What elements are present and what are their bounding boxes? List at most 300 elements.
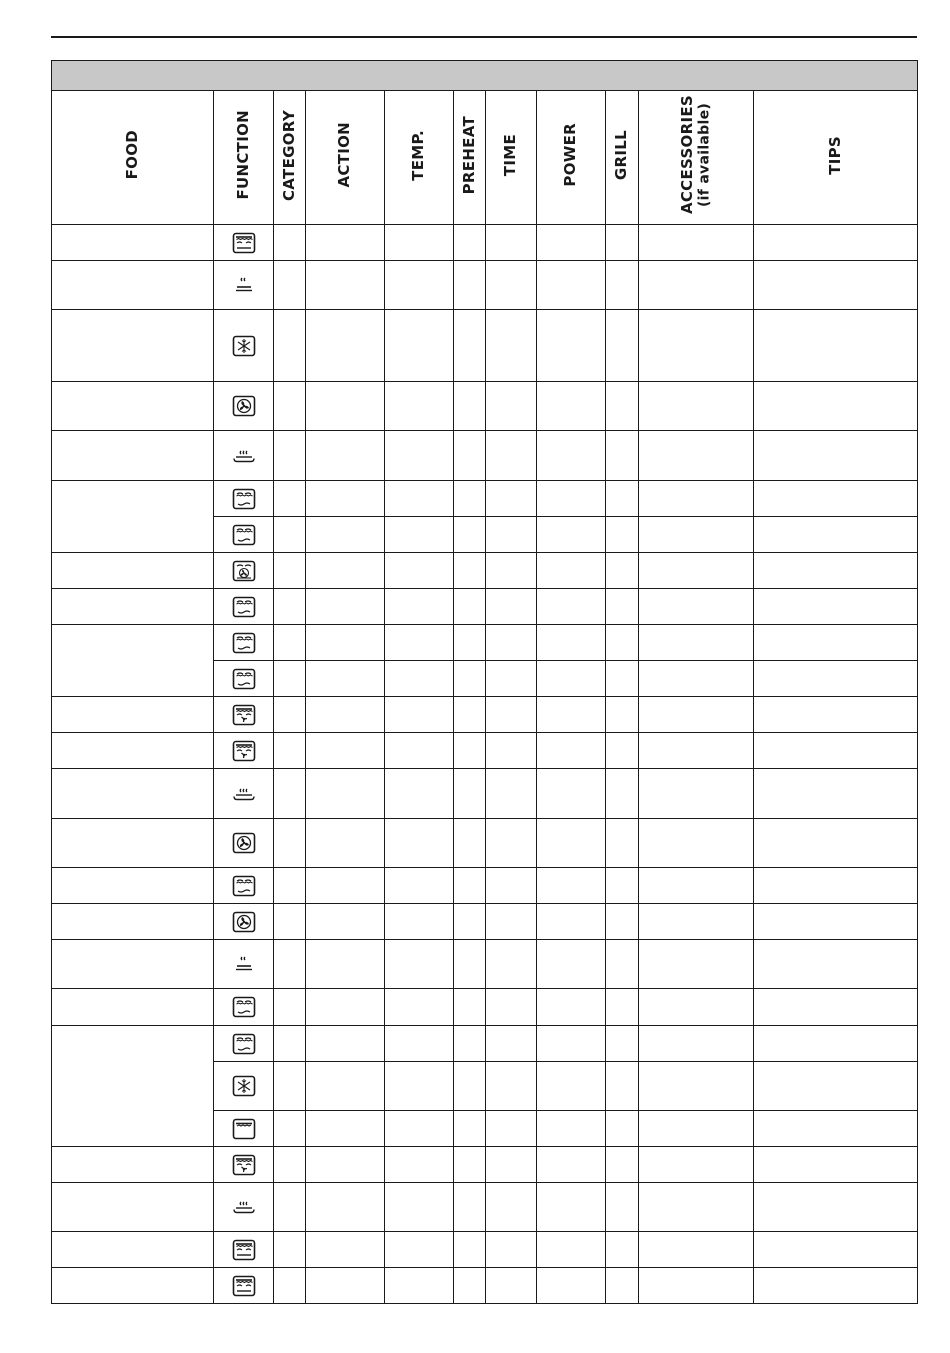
time-cell bbox=[486, 589, 537, 625]
header-time: TIME bbox=[486, 91, 537, 225]
power-cell bbox=[537, 625, 606, 661]
function-cell bbox=[214, 819, 274, 868]
conventional-heat-icon bbox=[231, 632, 257, 654]
temp-cell bbox=[385, 733, 454, 769]
table-row bbox=[52, 868, 918, 904]
action-cell bbox=[306, 481, 385, 517]
power-cell bbox=[537, 1268, 606, 1304]
action-cell bbox=[306, 1232, 385, 1268]
function-cell bbox=[214, 1183, 274, 1232]
accessories-cell bbox=[639, 769, 754, 819]
preheat-cell bbox=[454, 310, 486, 382]
tips-cell bbox=[754, 697, 918, 733]
tips-cell bbox=[754, 819, 918, 868]
category-cell bbox=[274, 1183, 306, 1232]
tips-cell bbox=[754, 661, 918, 697]
food-cell bbox=[52, 940, 214, 989]
grill-cell bbox=[606, 589, 639, 625]
accessories-cell bbox=[639, 940, 754, 989]
accessories-cell bbox=[639, 989, 754, 1026]
action-cell bbox=[306, 431, 385, 481]
power-cell bbox=[537, 1062, 606, 1111]
preheat-cell bbox=[454, 261, 486, 310]
time-cell bbox=[486, 769, 537, 819]
temp-cell bbox=[385, 310, 454, 382]
time-cell bbox=[486, 553, 537, 589]
food-cell bbox=[52, 431, 214, 481]
defrost-snowflake-icon bbox=[231, 335, 257, 357]
temp-cell bbox=[385, 1111, 454, 1147]
action-cell bbox=[306, 261, 385, 310]
category-cell bbox=[274, 1111, 306, 1147]
conventional-heat-icon bbox=[231, 524, 257, 546]
power-cell bbox=[537, 517, 606, 553]
accessories-cell bbox=[639, 1026, 754, 1062]
header-power: POWER bbox=[537, 91, 606, 225]
preheat-cell bbox=[454, 1232, 486, 1268]
table-row bbox=[52, 1026, 918, 1062]
time-cell bbox=[486, 868, 537, 904]
time-cell bbox=[486, 1147, 537, 1183]
food-cell bbox=[52, 1268, 214, 1304]
preheat-cell bbox=[454, 989, 486, 1026]
tips-cell bbox=[754, 553, 918, 589]
preheat-cell bbox=[454, 1183, 486, 1232]
temp-cell bbox=[385, 382, 454, 431]
power-cell bbox=[537, 733, 606, 769]
table-row bbox=[52, 481, 918, 517]
accessories-cell bbox=[639, 261, 754, 310]
preheat-cell bbox=[454, 769, 486, 819]
tips-cell bbox=[754, 1183, 918, 1232]
header-rule bbox=[51, 36, 917, 38]
accessories-cell bbox=[639, 819, 754, 868]
preheat-cell bbox=[454, 481, 486, 517]
preheat-cell bbox=[454, 225, 486, 261]
action-cell bbox=[306, 553, 385, 589]
temp-cell bbox=[385, 481, 454, 517]
category-cell bbox=[274, 225, 306, 261]
column-header-row bbox=[52, 91, 918, 225]
tips-cell bbox=[754, 940, 918, 989]
category-cell bbox=[274, 310, 306, 382]
grill-convection-icon bbox=[231, 1239, 257, 1261]
category-cell bbox=[274, 1232, 306, 1268]
cooking-table-container bbox=[51, 60, 917, 1304]
food-cell bbox=[52, 1147, 214, 1183]
accessories-sublabel: (if available) bbox=[696, 102, 713, 208]
header-accessories bbox=[639, 91, 754, 225]
table-row bbox=[52, 697, 918, 733]
preheat-cell bbox=[454, 517, 486, 553]
steam-dish-icon bbox=[231, 1196, 257, 1218]
power-cell bbox=[537, 261, 606, 310]
accessories-cell bbox=[639, 553, 754, 589]
food-cell bbox=[52, 1232, 214, 1268]
food-cell bbox=[52, 261, 214, 310]
category-cell bbox=[274, 382, 306, 431]
temp-cell bbox=[385, 225, 454, 261]
food-cell bbox=[52, 589, 214, 625]
function-cell bbox=[214, 481, 274, 517]
accessories-cell bbox=[639, 1147, 754, 1183]
power-cell bbox=[537, 481, 606, 517]
table-row bbox=[52, 1147, 918, 1183]
preheat-cell bbox=[454, 819, 486, 868]
category-cell bbox=[274, 553, 306, 589]
header-food: FOOD bbox=[52, 91, 214, 225]
title-band-cell bbox=[52, 61, 918, 91]
accessories-cell bbox=[639, 733, 754, 769]
tips-cell bbox=[754, 225, 918, 261]
time-cell bbox=[486, 431, 537, 481]
tips-cell bbox=[754, 989, 918, 1026]
function-cell bbox=[214, 1111, 274, 1147]
accessories-cell bbox=[639, 697, 754, 733]
preheat-cell bbox=[454, 868, 486, 904]
temp-cell bbox=[385, 940, 454, 989]
category-cell bbox=[274, 733, 306, 769]
category-cell bbox=[274, 589, 306, 625]
food-cell bbox=[52, 310, 214, 382]
category-cell bbox=[274, 431, 306, 481]
temp-cell bbox=[385, 1183, 454, 1232]
function-cell bbox=[214, 431, 274, 481]
accessories-cell bbox=[639, 661, 754, 697]
food-cell bbox=[52, 382, 214, 431]
time-cell bbox=[486, 261, 537, 310]
action-cell bbox=[306, 868, 385, 904]
action-cell bbox=[306, 1268, 385, 1304]
tips-cell bbox=[754, 1268, 918, 1304]
time-cell bbox=[486, 625, 537, 661]
preheat-cell bbox=[454, 589, 486, 625]
table-row bbox=[52, 733, 918, 769]
preheat-cell bbox=[454, 1268, 486, 1304]
category-cell bbox=[274, 625, 306, 661]
preheat-cell bbox=[454, 904, 486, 940]
tips-cell bbox=[754, 517, 918, 553]
grill-cell bbox=[606, 481, 639, 517]
category-cell bbox=[274, 1026, 306, 1062]
temp-cell bbox=[385, 904, 454, 940]
grill-cell bbox=[606, 625, 639, 661]
grill-cell bbox=[606, 989, 639, 1026]
turbo-grill-icon bbox=[231, 1154, 257, 1176]
action-cell bbox=[306, 625, 385, 661]
temp-cell bbox=[385, 989, 454, 1026]
forced-air-fan-icon bbox=[231, 832, 257, 854]
function-cell bbox=[214, 989, 274, 1026]
temp-cell bbox=[385, 819, 454, 868]
accessories-cell bbox=[639, 225, 754, 261]
power-cell bbox=[537, 589, 606, 625]
grill-convection-icon bbox=[231, 1275, 257, 1297]
temp-cell bbox=[385, 553, 454, 589]
power-cell bbox=[537, 310, 606, 382]
time-cell bbox=[486, 904, 537, 940]
temp-cell bbox=[385, 431, 454, 481]
temp-cell bbox=[385, 1147, 454, 1183]
accessories-cell bbox=[639, 310, 754, 382]
power-cell bbox=[537, 431, 606, 481]
action-cell bbox=[306, 225, 385, 261]
food-cell bbox=[52, 697, 214, 733]
function-cell bbox=[214, 382, 274, 431]
accessories-label: ACCESSORIES (if available) bbox=[678, 95, 713, 215]
table-row bbox=[52, 1268, 918, 1304]
food-cell bbox=[52, 1026, 214, 1147]
time-cell bbox=[486, 697, 537, 733]
table-row bbox=[52, 382, 918, 431]
tips-cell bbox=[754, 1026, 918, 1062]
header-grill: GRILL bbox=[606, 91, 639, 225]
header-tips: TIPS bbox=[754, 91, 918, 225]
category-cell bbox=[274, 769, 306, 819]
grill-cell bbox=[606, 697, 639, 733]
food-cell bbox=[52, 733, 214, 769]
tips-cell bbox=[754, 868, 918, 904]
steam-plate-icon bbox=[231, 274, 257, 296]
category-cell bbox=[274, 481, 306, 517]
power-cell bbox=[537, 1183, 606, 1232]
grill-cell bbox=[606, 310, 639, 382]
preheat-cell bbox=[454, 431, 486, 481]
table-row bbox=[52, 225, 918, 261]
time-cell bbox=[486, 733, 537, 769]
temp-cell bbox=[385, 625, 454, 661]
power-cell bbox=[537, 1147, 606, 1183]
temp-cell bbox=[385, 1026, 454, 1062]
food-cell bbox=[52, 553, 214, 589]
header-function: FUNCTION bbox=[214, 91, 274, 225]
function-cell bbox=[214, 661, 274, 697]
function-cell bbox=[214, 625, 274, 661]
category-cell bbox=[274, 661, 306, 697]
function-cell bbox=[214, 868, 274, 904]
cooking-table bbox=[51, 60, 918, 1304]
category-cell bbox=[274, 1268, 306, 1304]
time-cell bbox=[486, 1026, 537, 1062]
temp-cell bbox=[385, 1268, 454, 1304]
function-cell bbox=[214, 940, 274, 989]
preheat-cell bbox=[454, 382, 486, 431]
action-cell bbox=[306, 819, 385, 868]
action-cell bbox=[306, 769, 385, 819]
steam-dish-icon bbox=[231, 445, 257, 467]
header-preheat: PREHEAT bbox=[454, 91, 486, 225]
action-cell bbox=[306, 1147, 385, 1183]
category-cell bbox=[274, 517, 306, 553]
conventional-heat-icon bbox=[231, 1033, 257, 1055]
grill-cell bbox=[606, 819, 639, 868]
table-row bbox=[52, 553, 918, 589]
header-action: ACTION bbox=[306, 91, 385, 225]
tips-cell bbox=[754, 733, 918, 769]
preheat-cell bbox=[454, 1147, 486, 1183]
category-cell bbox=[274, 989, 306, 1026]
action-cell bbox=[306, 1026, 385, 1062]
temp-cell bbox=[385, 661, 454, 697]
table-title-band bbox=[52, 61, 918, 91]
action-cell bbox=[306, 589, 385, 625]
accessories-cell bbox=[639, 431, 754, 481]
table-row bbox=[52, 589, 918, 625]
food-cell bbox=[52, 625, 214, 697]
tips-cell bbox=[754, 431, 918, 481]
accessories-cell bbox=[639, 517, 754, 553]
function-cell bbox=[214, 310, 274, 382]
function-cell bbox=[214, 697, 274, 733]
food-cell bbox=[52, 819, 214, 868]
conventional-heat-icon bbox=[231, 875, 257, 897]
time-cell bbox=[486, 382, 537, 431]
convection-bake-icon bbox=[231, 560, 257, 582]
preheat-cell bbox=[454, 661, 486, 697]
steam-plate-icon bbox=[231, 953, 257, 975]
accessories-cell bbox=[639, 1062, 754, 1111]
action-cell bbox=[306, 310, 385, 382]
accessories-cell bbox=[639, 1268, 754, 1304]
grill-cell bbox=[606, 1268, 639, 1304]
tips-cell bbox=[754, 625, 918, 661]
function-cell bbox=[214, 553, 274, 589]
category-cell bbox=[274, 904, 306, 940]
food-cell bbox=[52, 769, 214, 819]
table-row bbox=[52, 261, 918, 310]
grill-cell bbox=[606, 382, 639, 431]
accessories-cell bbox=[639, 904, 754, 940]
time-cell bbox=[486, 310, 537, 382]
turbo-grill-icon bbox=[231, 704, 257, 726]
action-cell bbox=[306, 517, 385, 553]
conventional-heat-icon bbox=[231, 488, 257, 510]
power-cell bbox=[537, 553, 606, 589]
tips-cell bbox=[754, 1111, 918, 1147]
grill-cell bbox=[606, 940, 639, 989]
table-row bbox=[52, 310, 918, 382]
category-cell bbox=[274, 1147, 306, 1183]
grill-convection-icon bbox=[231, 232, 257, 254]
time-cell bbox=[486, 819, 537, 868]
grill-cell bbox=[606, 517, 639, 553]
grill-cell bbox=[606, 661, 639, 697]
temp-cell bbox=[385, 697, 454, 733]
power-cell bbox=[537, 989, 606, 1026]
power-cell bbox=[537, 1026, 606, 1062]
action-cell bbox=[306, 733, 385, 769]
table-row bbox=[52, 989, 918, 1026]
action-cell bbox=[306, 697, 385, 733]
action-cell bbox=[306, 940, 385, 989]
power-cell bbox=[537, 661, 606, 697]
preheat-cell bbox=[454, 1062, 486, 1111]
function-cell bbox=[214, 1232, 274, 1268]
temp-cell bbox=[385, 261, 454, 310]
forced-air-fan-icon bbox=[231, 911, 257, 933]
header-temp: TEMP. bbox=[385, 91, 454, 225]
power-cell bbox=[537, 1232, 606, 1268]
table-body bbox=[52, 225, 918, 1304]
time-cell bbox=[486, 517, 537, 553]
preheat-cell bbox=[454, 553, 486, 589]
tips-cell bbox=[754, 1147, 918, 1183]
grill-cell bbox=[606, 431, 639, 481]
accessories-cell bbox=[639, 1232, 754, 1268]
time-cell bbox=[486, 1268, 537, 1304]
table-row bbox=[52, 1232, 918, 1268]
power-cell bbox=[537, 697, 606, 733]
conventional-heat-icon bbox=[231, 596, 257, 618]
function-cell bbox=[214, 1026, 274, 1062]
accessories-cell bbox=[639, 382, 754, 431]
forced-air-fan-icon bbox=[231, 395, 257, 417]
power-cell bbox=[537, 819, 606, 868]
accessories-cell bbox=[639, 589, 754, 625]
table-row bbox=[52, 819, 918, 868]
preheat-cell bbox=[454, 1026, 486, 1062]
header-category: CATEGORY bbox=[274, 91, 306, 225]
grill-cell bbox=[606, 553, 639, 589]
table-row bbox=[52, 1183, 918, 1232]
time-cell bbox=[486, 225, 537, 261]
power-cell bbox=[537, 940, 606, 989]
accessories-cell bbox=[639, 1183, 754, 1232]
temp-cell bbox=[385, 769, 454, 819]
grill-cell bbox=[606, 1026, 639, 1062]
function-cell bbox=[214, 225, 274, 261]
accessories-cell bbox=[639, 481, 754, 517]
category-cell bbox=[274, 261, 306, 310]
grill-cell bbox=[606, 1232, 639, 1268]
function-cell bbox=[214, 1147, 274, 1183]
time-cell bbox=[486, 1232, 537, 1268]
temp-cell bbox=[385, 589, 454, 625]
preheat-cell bbox=[454, 940, 486, 989]
function-cell bbox=[214, 1062, 274, 1111]
accessories-cell bbox=[639, 1111, 754, 1147]
temp-cell bbox=[385, 1062, 454, 1111]
function-cell bbox=[214, 1268, 274, 1304]
time-cell bbox=[486, 989, 537, 1026]
function-cell bbox=[214, 904, 274, 940]
conventional-heat-icon bbox=[231, 668, 257, 690]
table-row bbox=[52, 625, 918, 661]
function-cell bbox=[214, 261, 274, 310]
food-cell bbox=[52, 225, 214, 261]
tips-cell bbox=[754, 481, 918, 517]
function-cell bbox=[214, 589, 274, 625]
function-cell bbox=[214, 733, 274, 769]
steam-dish-icon bbox=[231, 783, 257, 805]
time-cell bbox=[486, 1111, 537, 1147]
tips-cell bbox=[754, 589, 918, 625]
power-cell bbox=[537, 225, 606, 261]
top-heat-icon bbox=[231, 1118, 257, 1140]
defrost-snowflake-icon bbox=[231, 1075, 257, 1097]
tips-cell bbox=[754, 261, 918, 310]
preheat-cell bbox=[454, 697, 486, 733]
category-cell bbox=[274, 940, 306, 989]
time-cell bbox=[486, 481, 537, 517]
food-cell bbox=[52, 989, 214, 1026]
food-cell bbox=[52, 904, 214, 940]
table-row bbox=[52, 904, 918, 940]
time-cell bbox=[486, 661, 537, 697]
table-row bbox=[52, 769, 918, 819]
time-cell bbox=[486, 1062, 537, 1111]
action-cell bbox=[306, 661, 385, 697]
